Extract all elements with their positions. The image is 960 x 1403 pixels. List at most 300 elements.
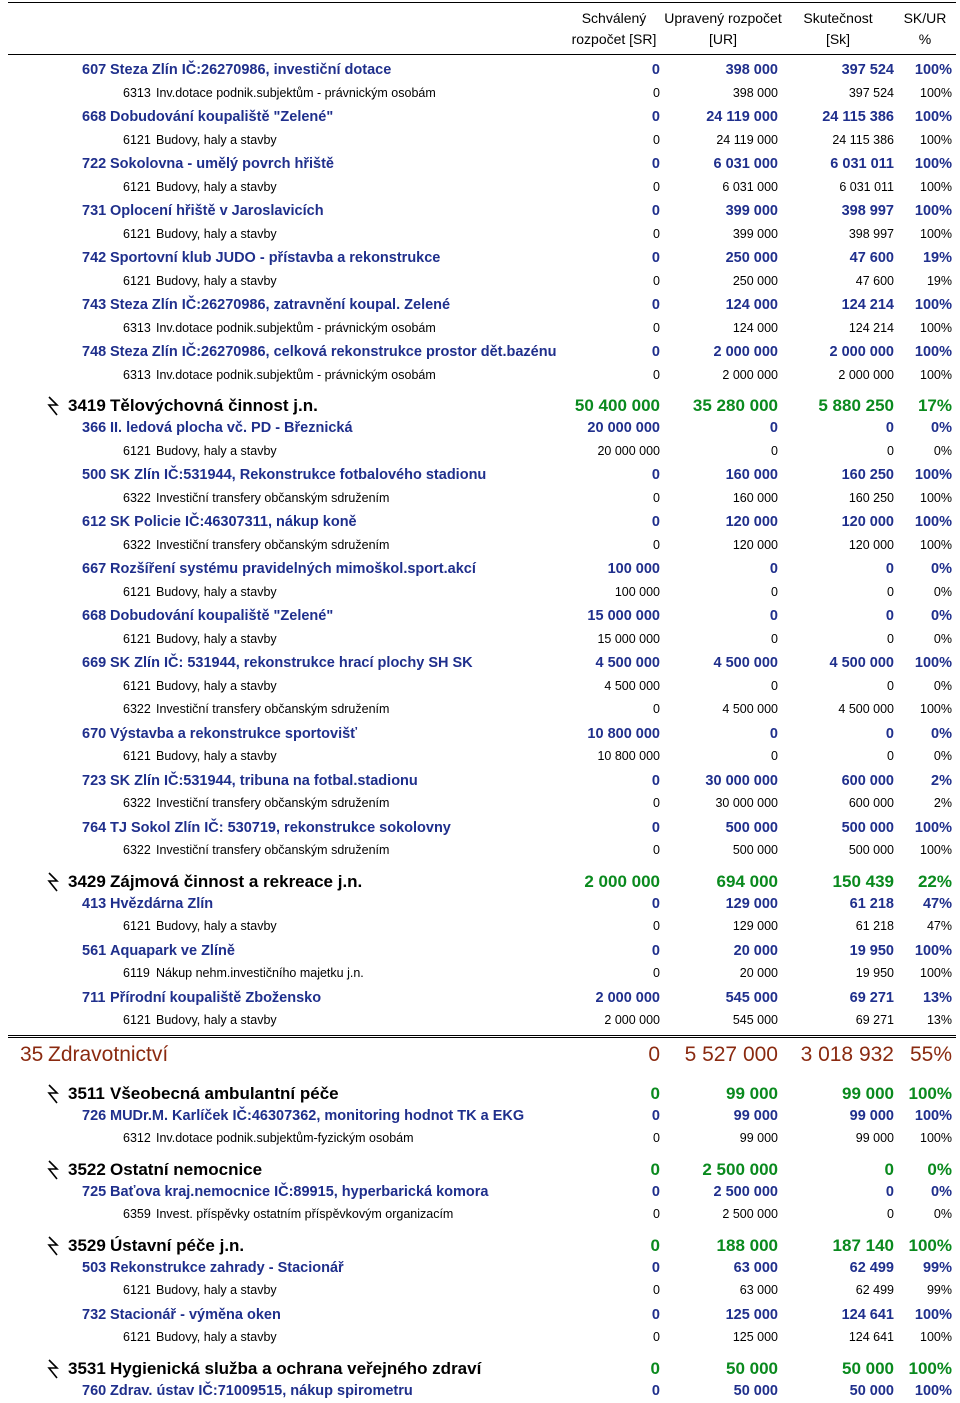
percent-value: 0% bbox=[931, 725, 952, 742]
actual-value: 0 bbox=[887, 678, 894, 693]
header-adjusted-budget: Upravený rozpočet [UR] bbox=[664, 10, 782, 47]
row-name: Investiční transfery občanským sdružením bbox=[156, 490, 390, 505]
percent-value: 0% bbox=[933, 1207, 952, 1221]
adjusted-budget-value: 4 500 000 bbox=[713, 655, 778, 671]
row-name: Ostatní nemocnice bbox=[110, 1159, 263, 1179]
header-actual: Skutečnost [Sk] bbox=[803, 10, 873, 47]
approved-budget-value: 2 000 000 bbox=[604, 1013, 660, 1027]
approved-budget-value: 0 bbox=[651, 109, 660, 125]
percent-value: 100% bbox=[914, 203, 952, 219]
row-code: 6121 bbox=[123, 1330, 151, 1344]
row-code: 6322 bbox=[123, 796, 151, 810]
actual-value: 0 bbox=[885, 1183, 894, 1200]
row-name: II. ledová plocha vč. PD - Březnická bbox=[110, 420, 353, 436]
approved-budget-value: 0 bbox=[651, 250, 660, 266]
row-name: Hvězdárna Zlín bbox=[110, 895, 214, 912]
row-code: 6121 bbox=[123, 1283, 151, 1297]
row-code: 6121 bbox=[123, 919, 151, 933]
adjusted-budget-value: 50 000 bbox=[726, 1358, 778, 1378]
item-row bbox=[0, 58, 960, 82]
approved-budget-value: 15 000 000 bbox=[587, 608, 660, 624]
detail-row bbox=[0, 675, 960, 698]
actual-value: 600 000 bbox=[848, 796, 894, 810]
percent-value: 100% bbox=[914, 344, 952, 360]
percent-value: 47% bbox=[922, 895, 952, 912]
row-code: 6322 bbox=[123, 702, 151, 716]
row-code: 6313 bbox=[123, 85, 151, 100]
approved-budget-value: 0 bbox=[653, 1330, 660, 1344]
percent-value: 100% bbox=[920, 843, 952, 857]
detail-row bbox=[0, 1279, 960, 1302]
row-code: 725 bbox=[82, 1183, 107, 1200]
approved-budget-value: 10 800 000 bbox=[597, 749, 660, 763]
actual-value: 3 018 932 bbox=[800, 1042, 894, 1066]
percent-value: 100% bbox=[920, 537, 952, 552]
actual-value: 0 bbox=[887, 1207, 894, 1221]
adjusted-budget-value: 399 000 bbox=[732, 226, 778, 241]
percent-value: 100% bbox=[920, 179, 952, 194]
percent-value: 100% bbox=[920, 367, 952, 382]
actual-value: 0 bbox=[885, 561, 894, 577]
actual-value: 61 218 bbox=[849, 895, 894, 912]
approved-budget-value: 0 bbox=[651, 514, 660, 530]
approved-budget-value: 0 bbox=[651, 1183, 660, 1200]
approved-budget-value: 20 000 000 bbox=[597, 443, 660, 458]
row-code: 748 bbox=[82, 344, 107, 360]
approved-budget-value: 15 000 000 bbox=[597, 631, 660, 646]
percent-value: 55% bbox=[909, 1042, 952, 1066]
row-code: 668 bbox=[82, 109, 107, 125]
adjusted-budget-value: 63 000 bbox=[733, 1259, 778, 1276]
percent-value: 0% bbox=[927, 1159, 952, 1179]
percent-value: 100% bbox=[908, 1358, 952, 1378]
actual-value: 500 000 bbox=[841, 819, 894, 836]
row-code: 3531 bbox=[68, 1358, 106, 1378]
approved-budget-value: 0 bbox=[651, 156, 660, 172]
row-name: Budovy, haly a stavby bbox=[156, 226, 277, 241]
row-code: 35 bbox=[20, 1042, 44, 1066]
row-name: Inv.dotace podnik.subjektům - právnickým osobám bbox=[156, 85, 436, 100]
header-percent: SK/UR % bbox=[903, 10, 947, 47]
percent-value: 0% bbox=[931, 1183, 952, 1200]
actual-value: 2 000 000 bbox=[838, 367, 894, 382]
row-code: 413 bbox=[82, 895, 107, 912]
adjusted-budget-value: 20 000 bbox=[739, 966, 778, 980]
adjusted-budget-value: 30 000 000 bbox=[715, 796, 778, 810]
adjusted-budget-value: 0 bbox=[769, 725, 778, 742]
actual-value: 187 140 bbox=[832, 1235, 894, 1255]
row-code: 6121 bbox=[123, 584, 151, 599]
actual-value: 69 271 bbox=[849, 989, 894, 1006]
actual-value: 0 bbox=[885, 608, 894, 624]
approved-budget-value: 0 bbox=[651, 1259, 660, 1276]
actual-value: 62 499 bbox=[855, 1283, 894, 1297]
adjusted-budget-value: 129 000 bbox=[732, 919, 778, 933]
adjusted-budget-value: 2 000 000 bbox=[722, 367, 778, 382]
approved-budget-value: 0 bbox=[653, 843, 660, 857]
percent-value: 47% bbox=[926, 919, 952, 933]
row-code: 3522 bbox=[68, 1159, 106, 1179]
row-name: Investiční transfery občanským sdružením bbox=[156, 702, 390, 716]
adjusted-budget-value: 250 000 bbox=[732, 273, 778, 288]
percent-value: 22% bbox=[917, 871, 952, 891]
adjusted-budget-value: 2 000 000 bbox=[713, 344, 778, 360]
percent-value: 0% bbox=[933, 631, 952, 646]
row-code: 6322 bbox=[123, 490, 151, 505]
row-code: 366 bbox=[82, 420, 107, 436]
item-row bbox=[0, 510, 960, 534]
header-approved-budget: Schválený rozpočet [SR] bbox=[571, 10, 657, 47]
actual-value: 99 000 bbox=[849, 1107, 894, 1124]
row-name: Výstavba a rekonstrukce sportovišť bbox=[110, 725, 358, 742]
approved-budget-value: 50 400 000 bbox=[574, 396, 660, 415]
approved-budget-value: 0 bbox=[653, 1283, 660, 1297]
row-name: Rozšíření systému pravidelných mimoškol.sport.akcí bbox=[110, 561, 476, 577]
approved-budget-value: 0 bbox=[650, 1358, 660, 1378]
percent-value: 100% bbox=[908, 1083, 952, 1103]
adjusted-budget-value: 2 500 000 bbox=[722, 1207, 778, 1221]
adjusted-budget-value: 160 000 bbox=[725, 467, 778, 483]
approved-budget-value: 0 bbox=[653, 919, 660, 933]
actual-value: 398 997 bbox=[848, 226, 894, 241]
chapter-row bbox=[0, 1037, 960, 1073]
adjusted-budget-value: 2 500 000 bbox=[702, 1159, 778, 1179]
item-row bbox=[0, 1104, 960, 1128]
row-code: 3419 bbox=[68, 396, 106, 415]
approved-budget-value: 0 bbox=[653, 537, 660, 552]
percent-value: 100% bbox=[914, 1306, 952, 1323]
detail-row bbox=[0, 1009, 960, 1032]
detail-row bbox=[0, 839, 960, 862]
item-row bbox=[0, 722, 960, 746]
row-name: Nákup nehm.investičního majetku j.n. bbox=[156, 966, 364, 980]
table-header bbox=[0, 0, 960, 56]
row-code: 500 bbox=[82, 467, 107, 483]
approved-budget-value: 0 bbox=[651, 895, 660, 912]
item-row bbox=[0, 463, 960, 487]
detail-row bbox=[0, 962, 960, 985]
detail-row bbox=[0, 487, 960, 510]
percent-value: 100% bbox=[914, 467, 952, 483]
row-name: Zájmová činnost a rekreace j.n. bbox=[110, 871, 363, 891]
row-code: 6359 bbox=[123, 1207, 151, 1221]
adjusted-budget-value: 63 000 bbox=[739, 1283, 778, 1297]
approved-budget-value: 0 bbox=[651, 203, 660, 219]
row-name: Rekonstrukce zahrady - Stacionář bbox=[110, 1259, 344, 1276]
detail-row bbox=[0, 1326, 960, 1349]
percent-value: 100% bbox=[914, 514, 952, 530]
row-name: Zdravotnictví bbox=[48, 1042, 169, 1066]
approved-budget-value: 0 bbox=[653, 132, 660, 147]
percent-value: 100% bbox=[920, 1330, 952, 1344]
row-name: MUDr.M. Karlíček IČ:46307362, monitoring hodnot TK a EKG bbox=[110, 1107, 525, 1124]
detail-row bbox=[0, 440, 960, 463]
actual-value: 124 214 bbox=[841, 297, 894, 313]
percent-value: 100% bbox=[914, 109, 952, 125]
row-code: 670 bbox=[82, 725, 107, 742]
row-name: Steza Zlín IČ:26270986, zatravnění koupal. Zelené bbox=[110, 297, 451, 313]
row-name: Tělovýchovná činnost j.n. bbox=[110, 396, 318, 415]
row-name: Budovy, haly a stavby bbox=[156, 678, 277, 693]
approved-budget-value: 0 bbox=[653, 179, 660, 194]
adjusted-budget-value: 500 000 bbox=[725, 819, 778, 836]
percent-value: 0% bbox=[933, 443, 952, 458]
section-marker-icon bbox=[47, 1236, 57, 1256]
item-row bbox=[0, 557, 960, 581]
percent-value: 100% bbox=[914, 156, 952, 172]
actual-value: 160 250 bbox=[848, 490, 894, 505]
row-code: 6121 bbox=[123, 132, 151, 147]
adjusted-budget-value: 6 031 000 bbox=[722, 179, 778, 194]
percent-value: 100% bbox=[920, 320, 952, 335]
row-code: 669 bbox=[82, 655, 107, 671]
adjusted-budget-value: 545 000 bbox=[725, 989, 778, 1006]
percent-value: 0% bbox=[933, 678, 952, 693]
approved-budget-value: 10 800 000 bbox=[587, 725, 660, 742]
adjusted-budget-value: 99 000 bbox=[733, 1107, 778, 1124]
row-code: 6121 bbox=[123, 678, 151, 693]
approved-budget-value: 0 bbox=[650, 1159, 660, 1179]
row-name: Budovy, haly a stavby bbox=[156, 443, 277, 458]
adjusted-budget-value: 188 000 bbox=[716, 1235, 778, 1255]
item-row bbox=[0, 1180, 960, 1204]
row-name: Investiční transfery občanským sdružením bbox=[156, 843, 390, 857]
percent-value: 100% bbox=[920, 132, 952, 147]
row-code: 6121 bbox=[123, 749, 151, 763]
adjusted-budget-value: 2 500 000 bbox=[713, 1183, 778, 1200]
approved-budget-value: 0 bbox=[653, 1131, 660, 1145]
detail-row bbox=[0, 270, 960, 293]
adjusted-budget-value: 545 000 bbox=[732, 1013, 778, 1027]
detail-row bbox=[0, 129, 960, 152]
row-name: Investiční transfery občanským sdružením bbox=[156, 796, 390, 810]
item-row bbox=[0, 651, 960, 675]
adjusted-budget-value: 120 000 bbox=[725, 514, 778, 530]
detail-row bbox=[0, 534, 960, 557]
row-code: 743 bbox=[82, 297, 107, 313]
row-name: Aquapark ve Zlíně bbox=[110, 942, 235, 959]
approved-budget-value: 0 bbox=[651, 942, 660, 959]
actual-value: 62 499 bbox=[849, 1259, 894, 1276]
actual-value: 0 bbox=[885, 725, 894, 742]
adjusted-budget-value: 0 bbox=[769, 420, 778, 436]
item-row bbox=[0, 199, 960, 223]
actual-value: 4 500 000 bbox=[829, 655, 894, 671]
row-name: SK Zlín IČ:531944, tribuna na fotbal.stadionu bbox=[110, 772, 418, 789]
percent-value: 19% bbox=[922, 250, 952, 266]
actual-value: 99 000 bbox=[842, 1083, 894, 1103]
approved-budget-value: 0 bbox=[648, 1042, 660, 1066]
row-code: 6313 bbox=[123, 320, 151, 335]
adjusted-budget-value: 5 527 000 bbox=[684, 1042, 778, 1066]
section-marker-icon bbox=[47, 872, 57, 892]
approved-budget-value: 2 000 000 bbox=[595, 989, 660, 1006]
row-name: Budovy, haly a stavby bbox=[156, 631, 277, 646]
adjusted-budget-value: 6 031 000 bbox=[713, 156, 778, 172]
row-name: Přírodní koupaliště Zbožensko bbox=[110, 989, 322, 1006]
row-code: 561 bbox=[82, 942, 107, 959]
actual-value: 47 600 bbox=[849, 250, 894, 266]
actual-value: 6 031 011 bbox=[830, 156, 894, 172]
row-name: SK Policie IČ:46307311, nákup koně bbox=[110, 514, 357, 530]
adjusted-budget-value: 30 000 000 bbox=[705, 772, 778, 789]
row-code: 6312 bbox=[123, 1131, 151, 1145]
approved-budget-value: 2 000 000 bbox=[584, 871, 660, 891]
percent-value: 13% bbox=[922, 989, 952, 1006]
actual-value: 0 bbox=[887, 443, 894, 458]
item-row bbox=[0, 1256, 960, 1280]
approved-budget-value: 0 bbox=[653, 85, 660, 100]
detail-row bbox=[0, 698, 960, 721]
section-marker-icon bbox=[47, 1359, 57, 1379]
adjusted-budget-value: 0 bbox=[769, 561, 778, 577]
item-row bbox=[0, 293, 960, 317]
adjusted-budget-value: 0 bbox=[771, 678, 778, 693]
percent-value: 100% bbox=[914, 942, 952, 959]
approved-budget-value: 0 bbox=[651, 297, 660, 313]
approved-budget-value: 0 bbox=[653, 796, 660, 810]
actual-value: 120 000 bbox=[841, 514, 894, 530]
detail-row bbox=[0, 1203, 960, 1226]
actual-value: 398 997 bbox=[841, 203, 894, 219]
actual-value: 24 115 386 bbox=[822, 109, 894, 125]
item-row bbox=[0, 769, 960, 793]
row-code: 3429 bbox=[68, 871, 106, 891]
row-name: Budovy, haly a stavby bbox=[156, 132, 277, 147]
adjusted-budget-value: 20 000 bbox=[733, 942, 778, 959]
percent-value: 0% bbox=[933, 749, 952, 763]
row-code: 6322 bbox=[123, 843, 151, 857]
approved-budget-value: 0 bbox=[650, 1083, 660, 1103]
row-code: 6121 bbox=[123, 179, 151, 194]
item-row bbox=[0, 340, 960, 364]
adjusted-budget-value: 160 000 bbox=[732, 490, 778, 505]
percent-value: 19% bbox=[926, 273, 952, 288]
percent-value: 100% bbox=[908, 1235, 952, 1255]
percent-value: 2% bbox=[931, 772, 952, 789]
percent-value: 99% bbox=[922, 1259, 952, 1276]
actual-value: 600 000 bbox=[841, 772, 894, 789]
actual-value: 61 218 bbox=[855, 919, 894, 933]
row-code: 726 bbox=[82, 1107, 107, 1124]
adjusted-budget-value: 129 000 bbox=[725, 895, 778, 912]
actual-value: 50 000 bbox=[842, 1358, 894, 1378]
row-name: Hygienická služba a ochrana veřejného zdraví bbox=[110, 1358, 482, 1378]
actual-value: 99 000 bbox=[855, 1131, 894, 1145]
row-code: 764 bbox=[82, 819, 107, 836]
row-name: SK Zlín IČ: 531944, rekonstrukce hrací plochy SH SK bbox=[110, 655, 473, 671]
row-name: Stacionář - výměna oken bbox=[110, 1306, 281, 1323]
approved-budget-value: 0 bbox=[650, 1235, 660, 1255]
row-name: Zdrav. ústav IČ:71009515, nákup spirometru bbox=[110, 1382, 413, 1399]
row-code: 3511 bbox=[68, 1083, 105, 1103]
row-name: Inv.dotace podnik.subjektům - právnickým osobám bbox=[156, 320, 436, 335]
row-name: Inv.dotace podnik.subjektům - právnickým osobám bbox=[156, 367, 436, 382]
actual-value: 0 bbox=[887, 749, 894, 763]
percent-value: 100% bbox=[914, 819, 952, 836]
approved-budget-value: 100 000 bbox=[614, 584, 660, 599]
adjusted-budget-value: 24 119 000 bbox=[716, 132, 778, 147]
approved-budget-value: 0 bbox=[651, 1107, 660, 1124]
approved-budget-value: 100 000 bbox=[607, 561, 660, 577]
detail-row bbox=[0, 581, 960, 604]
row-name: Budovy, haly a stavby bbox=[156, 919, 277, 933]
actual-value: 124 641 bbox=[841, 1306, 894, 1323]
row-name: Steza Zlín IČ:26270986, investiční dotace bbox=[110, 62, 392, 78]
actual-value: 0 bbox=[885, 420, 894, 436]
row-name: Budovy, haly a stavby bbox=[156, 584, 277, 599]
actual-value: 6 031 011 bbox=[839, 179, 894, 194]
adjusted-budget-value: 4 500 000 bbox=[722, 702, 778, 716]
row-name: Baťova kraj.nemocnice IČ:89915, hyperbarická komora bbox=[110, 1183, 489, 1200]
row-code: 731 bbox=[82, 203, 107, 219]
actual-value: 24 115 386 bbox=[832, 132, 894, 147]
row-name: Budovy, haly a stavby bbox=[156, 749, 277, 763]
percent-value: 100% bbox=[920, 702, 952, 716]
percent-value: 100% bbox=[920, 490, 952, 505]
actual-value: 397 524 bbox=[848, 85, 894, 100]
adjusted-budget-value: 398 000 bbox=[732, 85, 778, 100]
percent-value: 100% bbox=[914, 62, 952, 78]
row-name: Steza Zlín IČ:26270986, celková rekonstrukce prostor dět.bazénu bbox=[110, 344, 557, 360]
actual-value: 0 bbox=[887, 631, 894, 646]
actual-value: 150 439 bbox=[832, 871, 894, 891]
approved-budget-value: 0 bbox=[653, 1207, 660, 1221]
section-marker-icon bbox=[47, 1160, 57, 1180]
actual-value: 500 000 bbox=[848, 843, 894, 857]
percent-value: 0% bbox=[931, 420, 952, 436]
approved-budget-value: 0 bbox=[653, 273, 660, 288]
section-marker-icon bbox=[47, 1084, 57, 1104]
adjusted-budget-value: 0 bbox=[771, 443, 778, 458]
item-row bbox=[0, 416, 960, 440]
approved-budget-value: 0 bbox=[651, 344, 660, 360]
approved-budget-value: 4 500 000 bbox=[595, 655, 660, 671]
row-code: 6121 bbox=[123, 273, 151, 288]
adjusted-budget-value: 50 000 bbox=[733, 1382, 778, 1399]
item-row bbox=[0, 1303, 960, 1327]
percent-value: 0% bbox=[931, 561, 952, 577]
percent-value: 99% bbox=[926, 1283, 952, 1297]
adjusted-budget-value: 250 000 bbox=[725, 250, 778, 266]
row-name: Dobudování koupaliště "Zelené" bbox=[110, 608, 334, 624]
detail-row bbox=[0, 792, 960, 815]
detail-row bbox=[0, 176, 960, 199]
row-name: Budovy, haly a stavby bbox=[156, 179, 277, 194]
adjusted-budget-value: 120 000 bbox=[732, 537, 778, 552]
adjusted-budget-value: 99 000 bbox=[739, 1131, 778, 1145]
adjusted-budget-value: 124 000 bbox=[725, 297, 778, 313]
percent-value: 100% bbox=[914, 1382, 952, 1399]
actual-value: 5 880 250 bbox=[818, 396, 894, 415]
row-code: 6313 bbox=[123, 367, 151, 382]
row-code: 6121 bbox=[123, 226, 151, 241]
row-name: Oplocení hřiště v Jaroslavicích bbox=[110, 203, 324, 219]
row-code: 760 bbox=[82, 1382, 107, 1399]
row-code: 723 bbox=[82, 772, 107, 789]
percent-value: 0% bbox=[931, 608, 952, 624]
actual-value: 397 524 bbox=[841, 62, 894, 78]
row-code: 6322 bbox=[123, 537, 151, 552]
row-name: Všeobecná ambulantní péče bbox=[110, 1083, 339, 1103]
actual-value: 0 bbox=[884, 1159, 894, 1179]
item-row bbox=[0, 939, 960, 963]
row-code: 668 bbox=[82, 608, 107, 624]
actual-value: 19 950 bbox=[855, 966, 894, 980]
row-name: Investiční transfery občanským sdružením bbox=[156, 537, 390, 552]
actual-value: 69 271 bbox=[855, 1013, 894, 1027]
percent-value: 100% bbox=[914, 655, 952, 671]
